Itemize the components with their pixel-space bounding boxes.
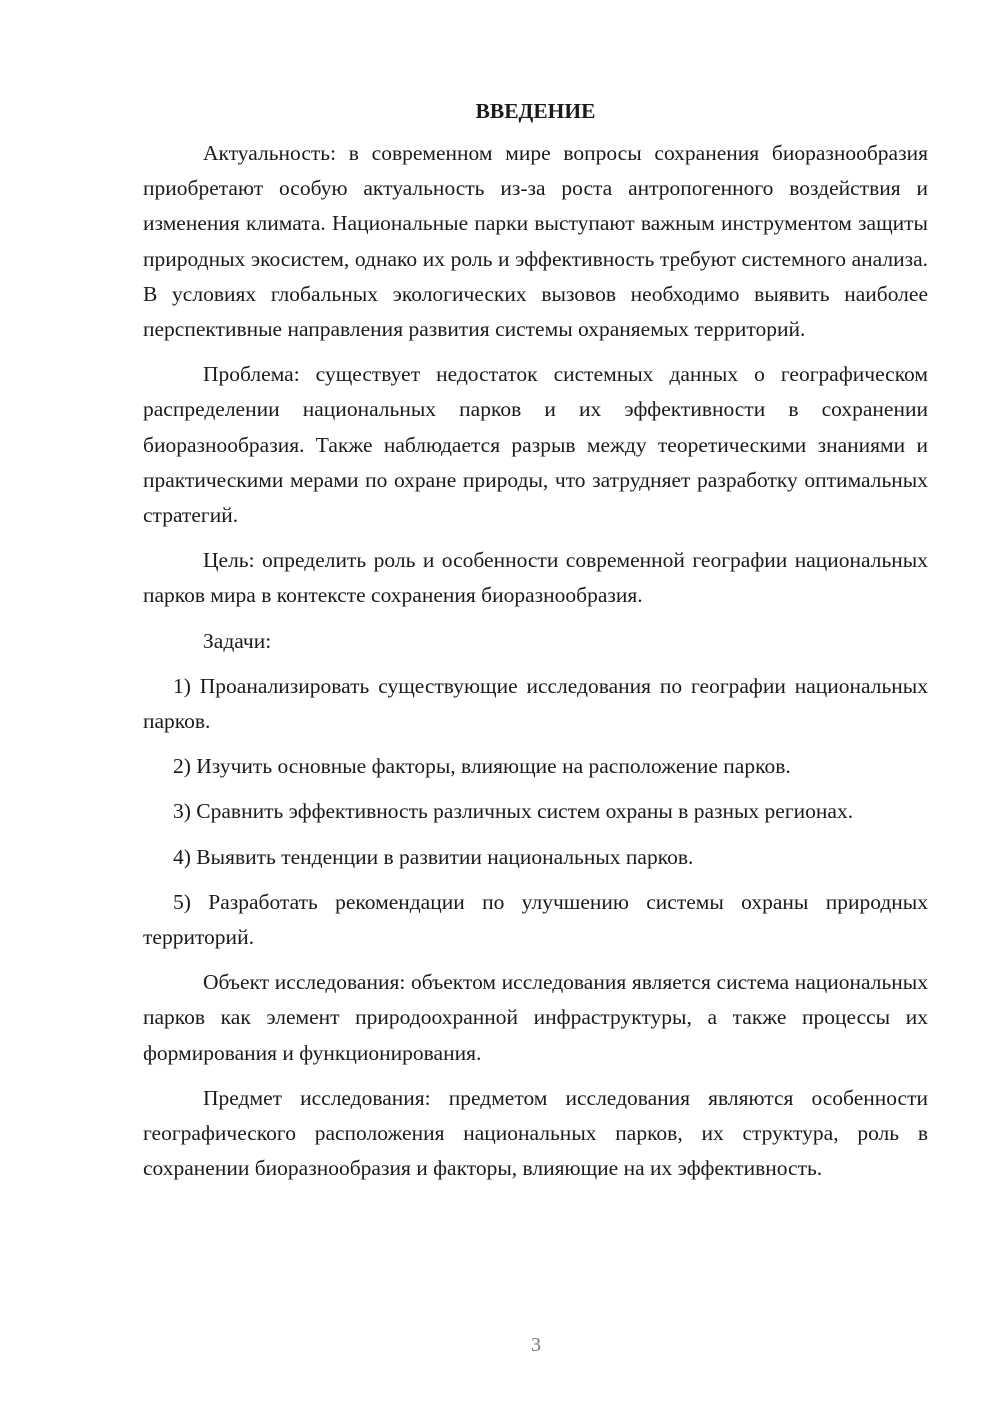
relevance-paragraph: Актуальность: в современном мире вопросы сохранения биоразнообразия приобретают особую актуальность из-за роста антропогенного воздействия и изменения климата. Национальные парки выступают важным инструментом защиты природных экосистем, однако их роль и эффективность требуют системного анализа. В условиях глобальных экологических вызовов необходимо выявить наиболее перспективные направления развития системы охраняемых территорий.: [143, 141, 928, 342]
task-item: 4) Выявить тенденции в развитии национальных парков.: [173, 844, 694, 869]
section-title: ВВЕДЕНИЕ: [475, 99, 596, 123]
task-item: 5) Разработать рекомендации по улучшению системы охраны природных территорий.: [143, 889, 928, 950]
subject-paragraph: Предмет исследования: предметом исследования являются особенности географического расположения национальных парков, их структура, роль в сохранении биоразнообразия и факторы, влияющие на их эффективность.: [143, 1085, 928, 1181]
task-item: 1) Проанализировать существующие исследования по географии национальных парков.: [143, 673, 928, 734]
problem-paragraph: Проблема: существует недостаток системных данных о географическом распределении национальных парков и их эффективности в сохранении биоразнообразия. Также наблюдается разрыв между теоретическими знаниями и практическими мерами по охране природы, что затрудняет разработку оптимальных стратегий.: [143, 362, 928, 528]
task-item: 2) Изучить основные факторы, влияющие на расположение парков.: [173, 754, 791, 779]
task-item: 3) Сравнить эффективность различных систем охраны в разных регионах.: [173, 799, 854, 824]
object-paragraph: Объект исследования: объектом исследования является система национальных парков как элемент природоохранной инфраструктуры, а также процессы их формирования и функционирования.: [143, 970, 928, 1065]
goal-paragraph: Цель: определить роль и особенности современной географии национальных парков мира в контексте сохранения биоразнообразия.: [143, 548, 928, 608]
page-number: 3: [531, 1334, 541, 1356]
tasks-heading: Задачи:: [203, 628, 272, 653]
document-page: [143, 96, 928, 1196]
